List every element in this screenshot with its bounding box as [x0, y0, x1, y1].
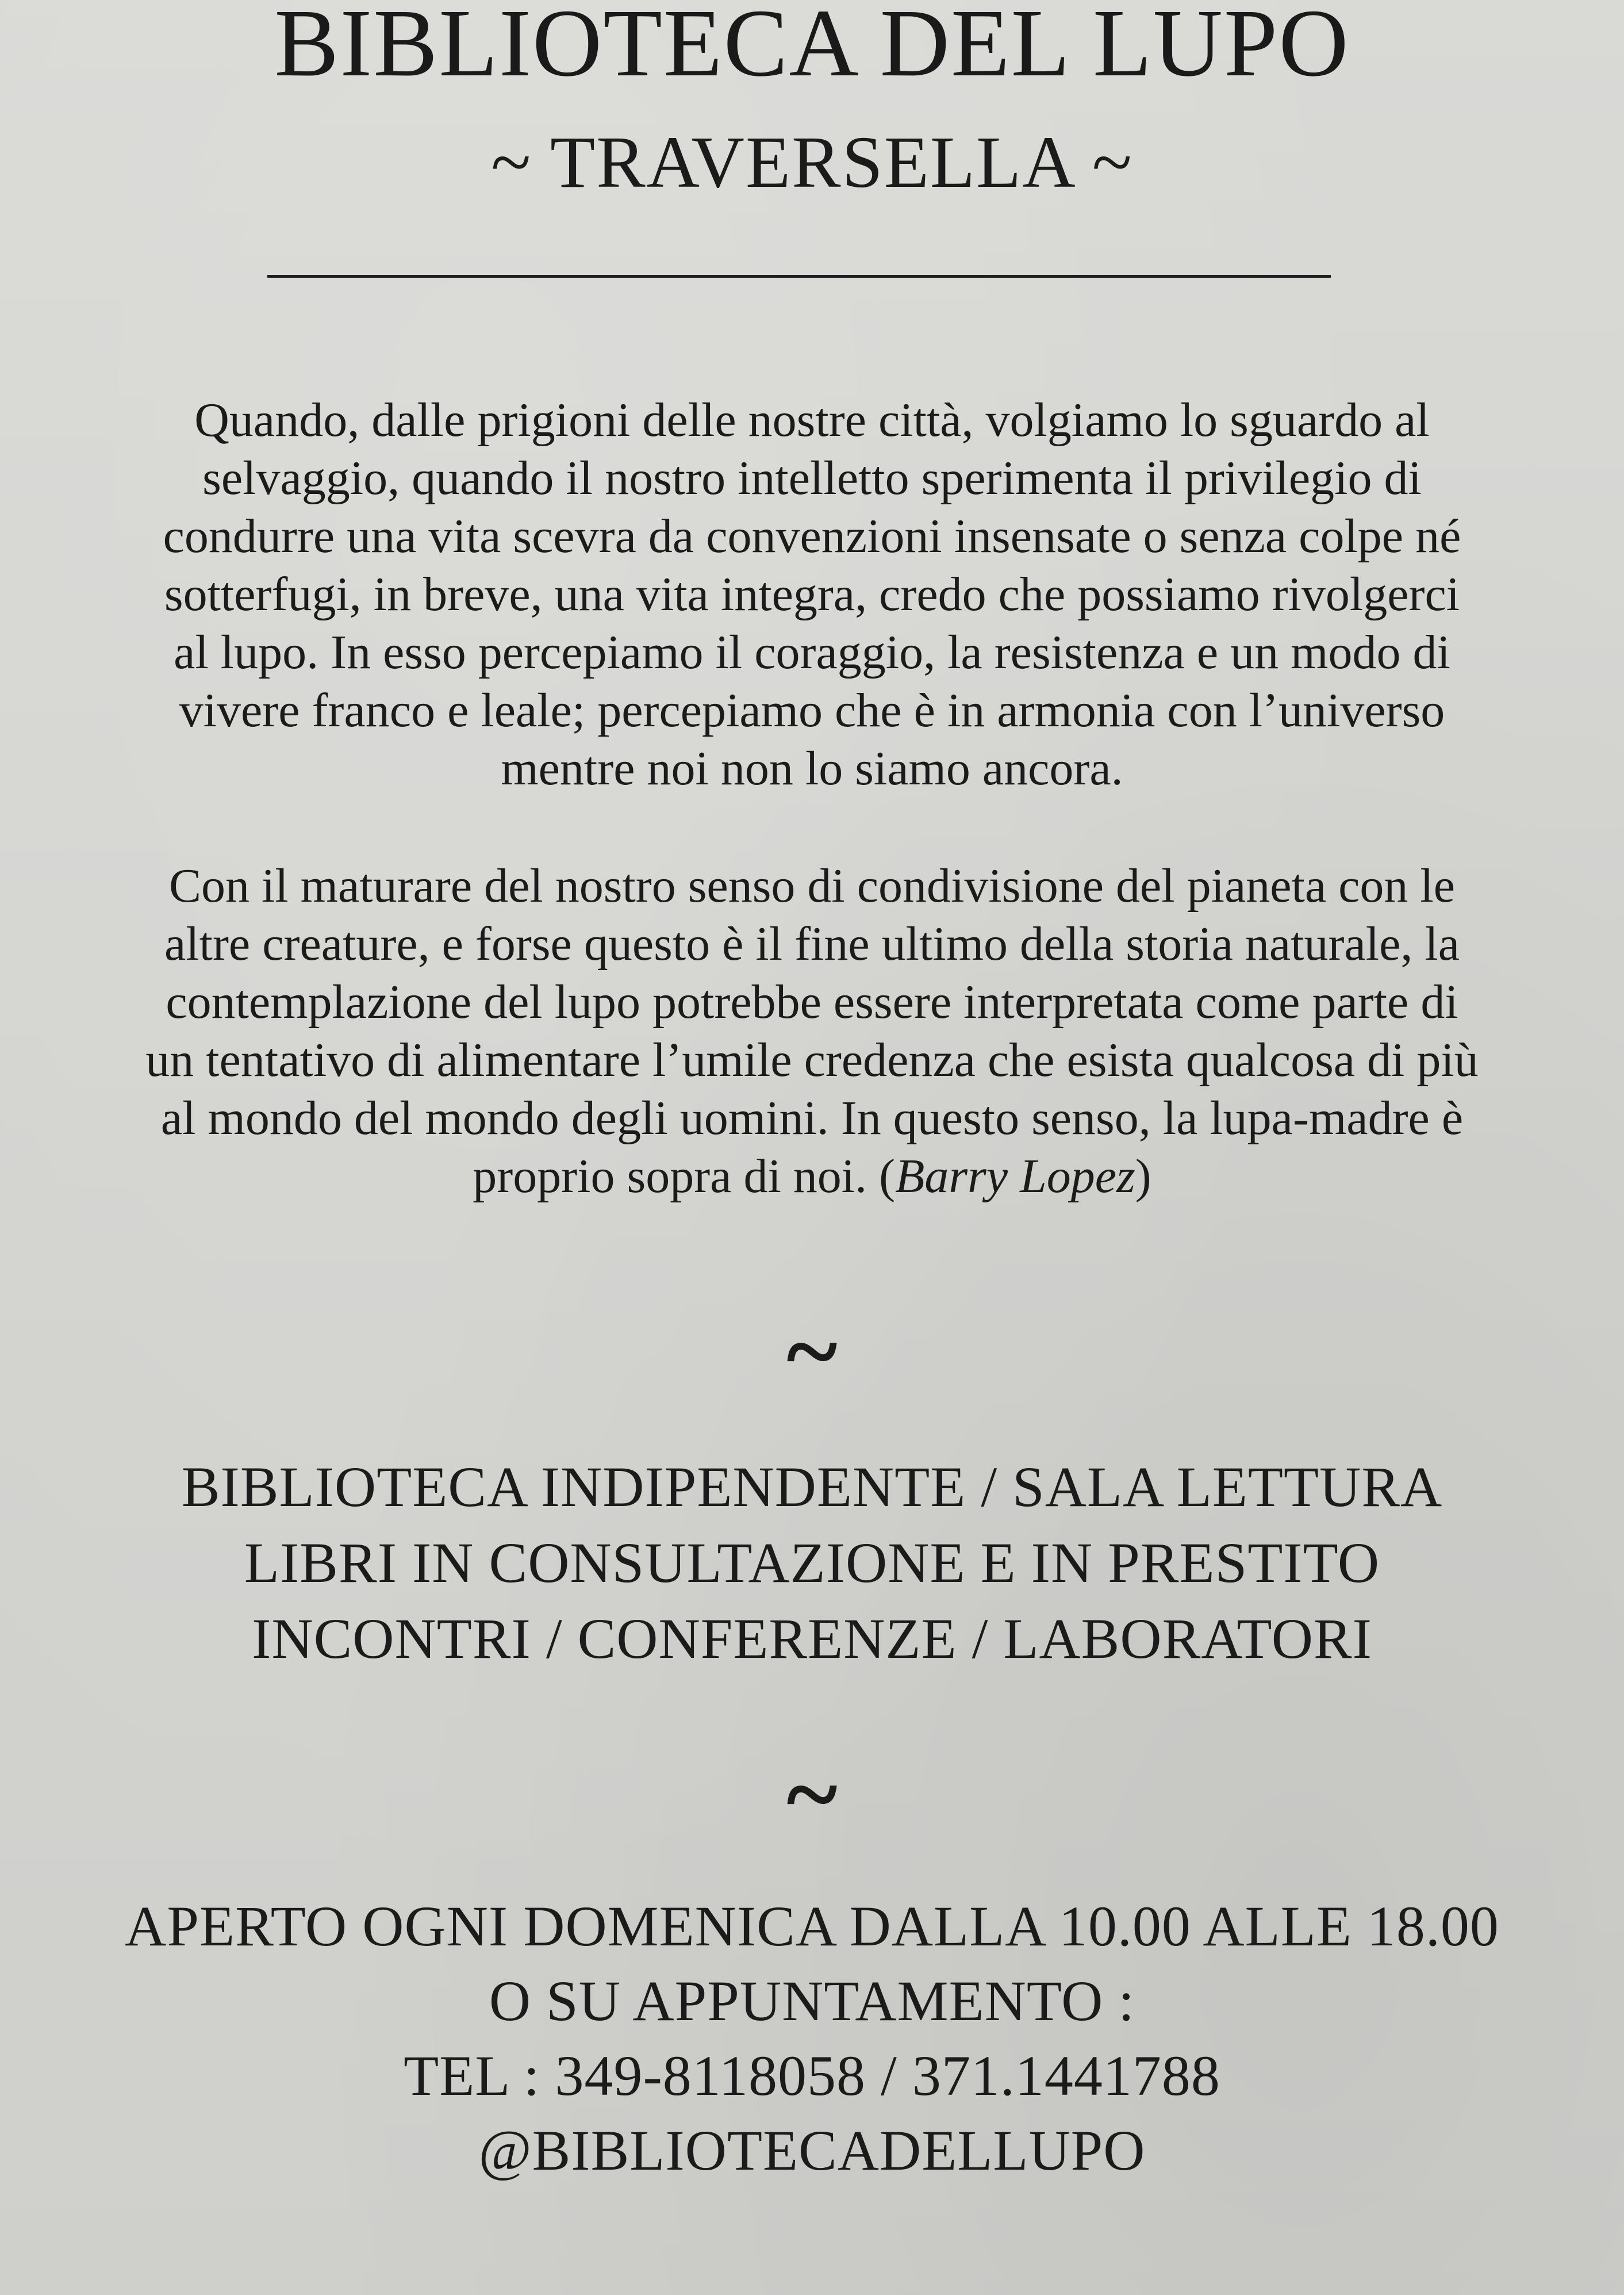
quote-paragraph-2 [0, 857, 1624, 1205]
phone-numbers: TEL : 349-8118058 / 371.1441788 [404, 2044, 1220, 2108]
quote-last-text: proprio sopra di noi. ( [473, 1150, 896, 1203]
tilde-separator-1: ~ [786, 1297, 838, 1405]
appointment-note: O SU APPUNTAMENTO : [489, 1969, 1135, 2033]
library-title: BIBLIOTECA DEL LUPO [274, 0, 1350, 97]
social-handle: @BIBLIOTECADELLUPO [478, 2118, 1146, 2182]
quote-line: altre creature, e forse questo è il fine ultimo della storia naturale, la [164, 917, 1460, 971]
quote-line: sotterfugi, in breve, una vita integra, credo che possiamo rivolgerci [164, 568, 1460, 621]
quote-line: mentre noi non lo siamo ancora. [501, 742, 1123, 795]
quote-attribution-line [0, 1147, 1624, 1205]
quote-line: selvaggio, quando il nostro intelletto sperimenta il privilegio di [202, 451, 1422, 505]
service-line: BIBLIOTECA INDIPENDENTE / SALA LETTURA [181, 1455, 1443, 1519]
service-line: LIBRI IN CONSULTAZIONE E IN PRESTITO [244, 1531, 1380, 1595]
quote-paragraph-1 [0, 391, 1624, 798]
quote-line: vivere franco e leale; percepiamo che è in armonia con l’universo [179, 684, 1445, 737]
quote-author: Barry Lopez [895, 1150, 1135, 1203]
quote-line: un tentativo di alimentare l’umile credenza che esista qualcosa di più [145, 1033, 1479, 1087]
quote-line: contemplazione del lupo potrebbe essere interpretata come parte di [166, 975, 1458, 1029]
header-divider [267, 275, 1331, 278]
opening-hours: APERTO OGNI DOMENICA DALLA 10.00 ALLE 18.00 [125, 1894, 1499, 1958]
quote-line: al mondo del mondo degli uomini. In questo senso, la lupa-madre è [160, 1091, 1464, 1145]
tilde-separator-2: ~ [786, 1740, 838, 1848]
quote-line: Quando, dalle prigioni delle nostre città, volgiamo lo sguardo al [194, 393, 1430, 447]
quote-close-paren: ) [1135, 1150, 1151, 1203]
contact-info [0, 1889, 1624, 2188]
quote-line: Con il maturare del nostro senso di condivisione del pianeta con le [168, 859, 1456, 913]
services-list [0, 1449, 1624, 1677]
service-line: INCONTRI / CONFERENZE / LABORATORI [252, 1607, 1372, 1671]
quote-line: condurre una vita scevra da convenzioni insensate o senza colpe né [163, 509, 1461, 563]
quote-line: al lupo. In esso percepiamo il coraggio, la resistenza e un modo di [174, 626, 1450, 679]
location-subtitle: ~ TRAVERSELLA ~ [491, 121, 1133, 203]
